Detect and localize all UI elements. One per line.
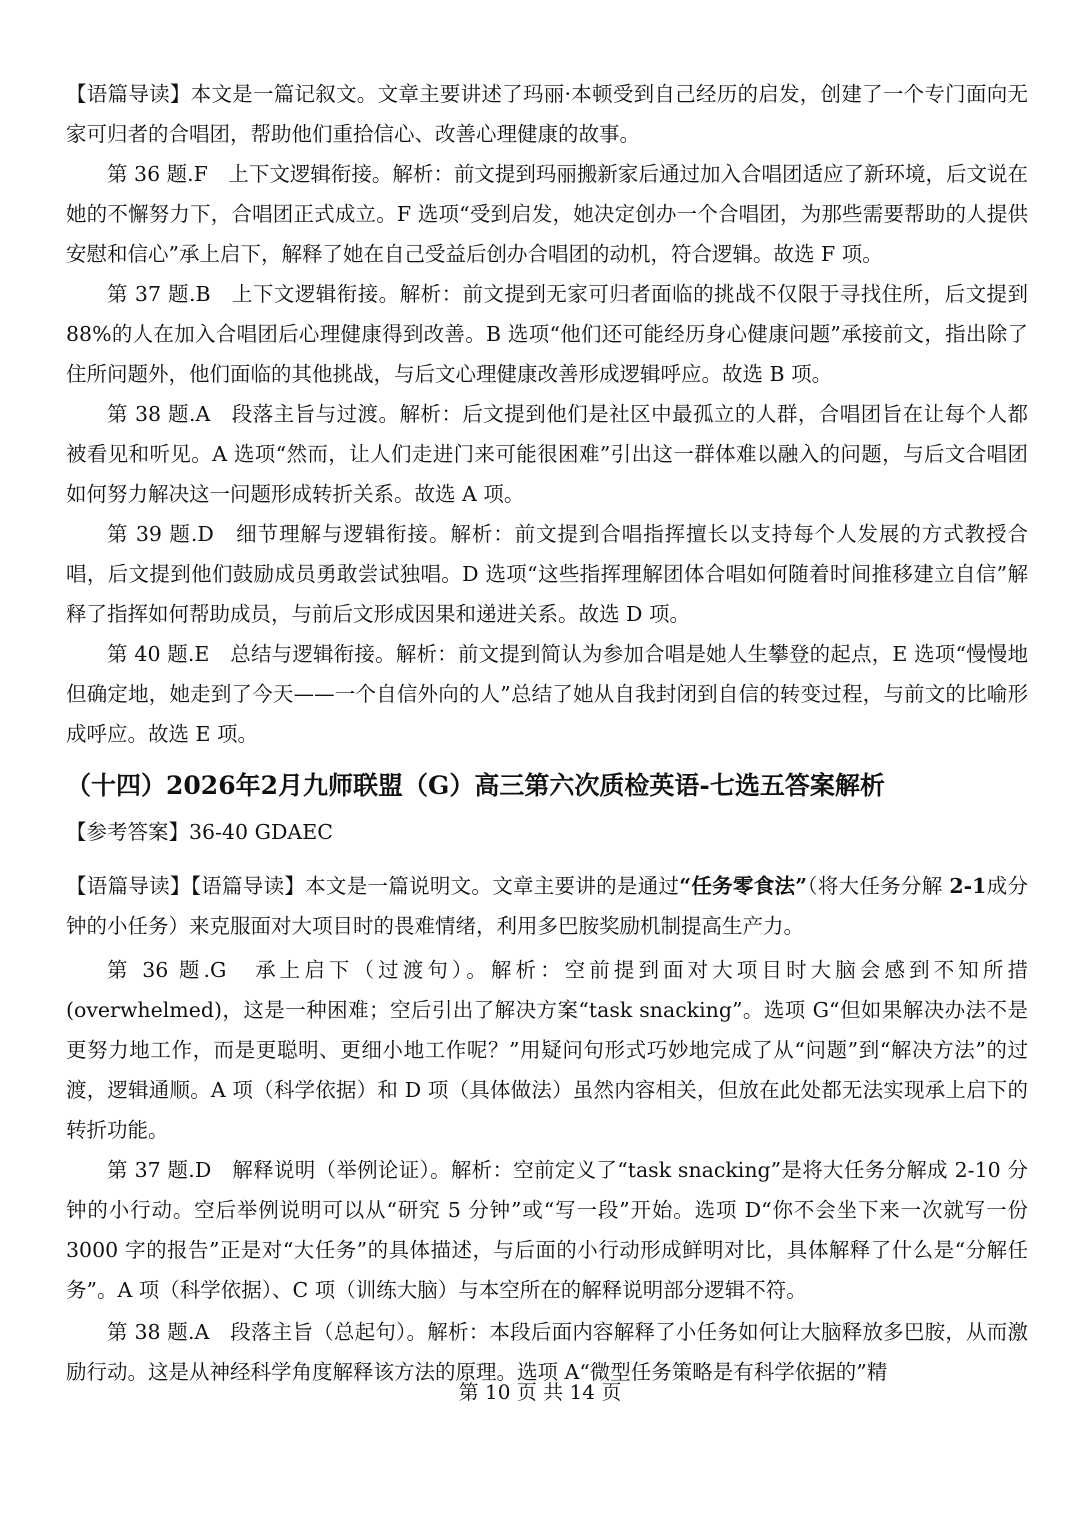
s14-q36-analysis: 第 36 题.G 承上启下（过渡句）。解析：空前提到面对大项目时大脑会感到不知所措(overwhelmed)，这是一种困难；空后引出了解决方案“task snacking”。选项 G“但如果解决办法不是更努力地工作，而是更聪明、更细小地工作呢？”用疑问句形式巧妙地完成了从“问题”到“解决方法”的过渡，逻辑通顺。A 项（科学依据）和 D 项（具体做法）虽然内容相关，但放在此处都无法实现承上启下的转折功能。: [66, 958, 1028, 1142]
s14-heading: （十四）2026年2月九师联盟（G）高三第六次质检英语-七选五答案解析: [66, 771, 885, 800]
s13-q40-analysis: 第 40 题.E 总结与逻辑衔接。解析：前文提到简认为参加合唱是她人生攀登的起点，E 选项“慢慢地但确定地，她走到了今天——一个自信外向的人”总结了她从自我封闭到自信的转变过程，与前文的比喻形成呼应。故选 E 项。: [66, 642, 1028, 746]
s13-q38-analysis: 第 38 题.A 段落主旨与过渡。解析：后文提到他们是社区中最孤立的人群，合唱团旨在让每个人都被看见和听见。A 选项“然而，让人们走进门来可能很困难”引出这一群体难以融入的问题，与后文合唱团如何努力解决这一问题形成转折关系。故选 A 项。: [66, 402, 1028, 506]
s14-answer-key: 【参考答案】36-40 GDAEC: [66, 820, 333, 844]
s13-q37-analysis: 第 37 题.B 上下文逻辑衔接。解析：前文提到无家可归者面临的挑战不仅限于寻找住所，后文提到 88%的人在加入合唱团后心理健康得到改善。B 选项“他们还可能经历身心健康问题”承接前文，指出除了住所问题外，他们面临的其他挑战，与后文心理健康改善形成逻辑呼应。故选 B 项。: [66, 282, 1028, 386]
page-number-footer: 第 10 页 共 14 页: [458, 1380, 622, 1404]
s14-q38-analysis: 第 38 题.A 段落主旨（总起句）。解析：本段后面内容解释了小任务如何让大脑释放多巴胺，从而激励行动。这是从神经科学角度解释该方法的原理。选项 A“微型任务策略是有科学依据的”精: [66, 1320, 1028, 1384]
s13-q36-analysis: 第 36 题.F 上下文逻辑衔接。解析：前文提到玛丽搬新家后通过加入合唱团适应了新环境，后文说在她的不懈努力下，合唱团正式成立。F 选项“受到启发，她决定创办一个合唱团，为那些需要帮助的人提供安慰和信心”承上启下，解释了她在自己受益后创办合唱团的动机，符合逻辑。故选 F 项。: [66, 162, 1028, 266]
s13-q39-analysis: 第 39 题.D 细节理解与逻辑衔接。解析：前文提到合唱指挥擅长以支持每个人发展的方式教授合唱，后文提到他们鼓励成员勇敢尝试独唱。D 选项“这些指挥理解团体合唱如何随着时间推移建立自信”解释了指挥如何帮助成员，与前后文形成因果和递进关系。故选 D 项。: [66, 522, 1028, 626]
s14-q37-analysis: 第 37 题.D 解释说明（举例论证）。解析：空前定义了“task snacking”是将大任务分解成 2-10 分钟的小行动。空后举例说明可以从“研究 5 分钟”或“写一段”开始。选项 D“你不会坐下来一次就写一份 3000 字的报告”正是对“大任务”的具体描述，与后面的小行动形成鲜明对比，具体解释了什么是“分解任务”。A 项（科学依据）、C 项（训练大脑）与本空所在的解释说明部分逻辑不符。: [66, 1158, 1028, 1302]
s13-reading-guide: 【语篇导读】本文是一篇记叙文。文章主要讲述了玛丽·本顿受到自己经历的启发，创建了一个专门面向无家可归者的合唱团，帮助他们重拾信心、改善心理健康的故事。: [66, 82, 1028, 146]
s14-reading-guide: 【语篇导读】【语篇导读】本文是一篇说明文。文章主要讲的是通过“任务零食法”（将大任务分解 2-1成分钟的小任务）来克服面对大项目时的畏难情绪，利用多巴胺奖励机制提高生产力。: [66, 874, 1029, 938]
